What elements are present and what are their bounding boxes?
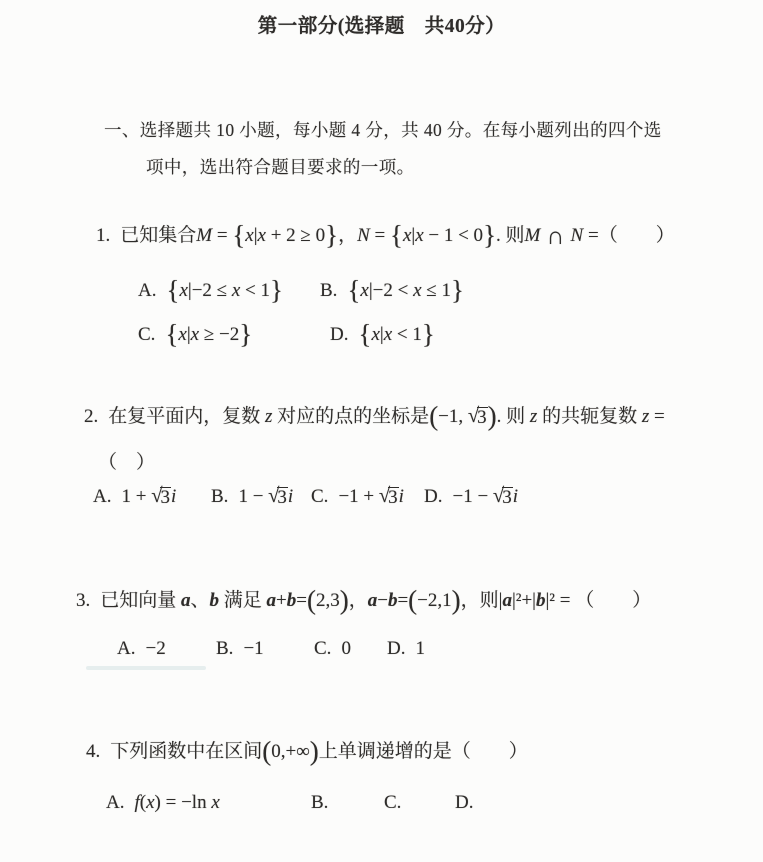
text-segment: | xyxy=(186,324,191,345)
text-segment: C. xyxy=(311,486,329,507)
text-segment: x xyxy=(190,324,200,345)
text-segment: b xyxy=(387,590,398,611)
text-segment: } xyxy=(325,219,339,250)
text-segment: ) = −ln xyxy=(154,792,212,813)
text-segment: = xyxy=(397,590,409,611)
text-segment: ) xyxy=(339,584,349,615)
text-segment: B. xyxy=(216,638,234,659)
text-segment: i xyxy=(287,486,294,507)
text-segment: | xyxy=(379,324,384,345)
text-segment: √ xyxy=(378,485,391,507)
text-segment: x xyxy=(245,225,254,246)
text-segment: − 1 < 0 xyxy=(423,225,484,246)
text-segment: x xyxy=(371,324,380,345)
text-segment: { xyxy=(166,274,180,305)
text-segment: 3. xyxy=(76,590,91,611)
text-segment: | xyxy=(253,225,258,246)
text-segment: ( xyxy=(139,792,147,813)
text-segment: | xyxy=(368,280,373,301)
text-segment: ( xyxy=(262,735,272,766)
question-1-option-c xyxy=(138,320,252,350)
text-segment: i xyxy=(398,486,404,507)
text-segment: . 则 xyxy=(496,225,525,246)
text-segment: | xyxy=(498,590,503,611)
text-segment: b xyxy=(535,590,546,611)
text-segment: 1 − xyxy=(238,486,269,507)
text-segment: C. xyxy=(138,324,156,345)
text-segment: x xyxy=(413,280,422,301)
question-4-option-d xyxy=(455,788,483,818)
text-segment: ) xyxy=(487,400,497,431)
text-segment: = xyxy=(369,225,390,246)
text-segment: } xyxy=(421,318,435,349)
text-segment: 已知集合 xyxy=(120,225,197,246)
text-segment: 3 xyxy=(477,407,487,428)
question-3-stem xyxy=(76,586,651,616)
text-segment: C. xyxy=(314,638,332,659)
text-segment: （ ） xyxy=(598,225,675,246)
text-segment: ∩ xyxy=(540,222,571,250)
text-segment: x xyxy=(179,280,188,301)
question-2-option-b xyxy=(211,481,293,512)
question-2-answer-blank: （ ） xyxy=(98,452,156,473)
text-segment: { xyxy=(347,274,361,305)
text-segment: − xyxy=(377,590,388,611)
question-1-option-b xyxy=(320,276,464,306)
text-segment: ≥ −2 xyxy=(199,324,240,345)
text-segment: ) xyxy=(451,584,461,615)
text-segment: N xyxy=(357,225,370,246)
text-segment: a xyxy=(502,590,512,611)
text-segment: D. xyxy=(387,638,406,659)
text-segment: < 1 xyxy=(392,324,422,345)
text-segment: 0,+∞ xyxy=(271,741,310,762)
text-segment: ( xyxy=(306,584,316,615)
text-segment: } xyxy=(483,219,497,250)
text-segment: x xyxy=(146,792,155,813)
text-segment: { xyxy=(165,318,179,349)
text-segment: 3 xyxy=(388,487,398,508)
text-segment: = xyxy=(649,406,665,427)
text-segment: M xyxy=(524,225,541,246)
text-segment: 满足 xyxy=(219,590,267,611)
question-4-option-c xyxy=(384,788,411,818)
text-segment: + 2 ≥ 0 xyxy=(265,225,326,246)
instructions-line-1: 一、选择题共 10 小题，每小题 4 分，共 40 分。在每小题列出的四个选 xyxy=(104,120,662,140)
text-segment: −2,1 xyxy=(417,590,452,611)
text-segment: √ xyxy=(467,405,480,427)
question-1-option-a xyxy=(138,276,283,306)
text-segment: a xyxy=(367,590,378,611)
question-2-option-d xyxy=(424,481,518,512)
text-segment: i xyxy=(512,486,518,507)
text-segment: 1 xyxy=(415,638,425,659)
text-segment: x xyxy=(178,324,187,345)
question-3-option-b xyxy=(216,634,264,664)
text-segment: D. xyxy=(424,486,443,507)
text-segment: f xyxy=(134,792,140,813)
text-segment: A. xyxy=(106,792,125,813)
text-segment: x xyxy=(360,280,369,301)
text-segment: { xyxy=(358,318,372,349)
text-segment: −2 ≤ xyxy=(191,280,232,301)
text-segment: = xyxy=(296,590,307,611)
text-segment: 上单调递增的是（ ） xyxy=(318,741,528,762)
text-segment: | xyxy=(187,280,192,301)
text-segment: 对应的点的坐标是 xyxy=(272,406,430,427)
text-segment: −1 + xyxy=(338,486,379,507)
text-segment: 0 xyxy=(341,638,351,659)
text-segment: B. xyxy=(320,280,338,301)
text-segment: 在复平面内，复数 xyxy=(108,406,266,427)
text-segment: √ xyxy=(268,485,280,507)
text-segment: 3 xyxy=(160,487,170,508)
text-segment: x xyxy=(383,324,393,345)
text-segment: |² = xyxy=(545,590,576,611)
text-segment: 3 xyxy=(277,487,287,508)
question-3-option-c xyxy=(314,634,351,664)
text-segment: ( xyxy=(408,584,418,615)
text-segment: A. xyxy=(138,280,157,301)
text-segment: （ ） xyxy=(575,590,652,611)
text-segment: −1, xyxy=(438,406,468,427)
text-segment: C. xyxy=(384,792,402,813)
text-segment: x xyxy=(402,225,412,246)
text-segment: 2. xyxy=(84,406,99,427)
text-segment: 的共轭复数 xyxy=(537,406,642,427)
text-segment: { xyxy=(389,219,403,250)
text-segment: −1 − xyxy=(452,486,493,507)
text-segment: 、 xyxy=(190,590,210,611)
text-segment: −2 < xyxy=(372,280,414,301)
text-segment: z xyxy=(529,406,538,427)
text-segment: } xyxy=(239,318,253,349)
text-segment: + xyxy=(276,590,287,611)
question-1-stem xyxy=(96,221,675,251)
text-segment: z xyxy=(641,406,650,427)
question-4-option-b xyxy=(311,788,338,818)
text-segment: x xyxy=(231,280,241,301)
text-segment: D. xyxy=(455,792,474,813)
text-segment: ， xyxy=(460,590,480,611)
text-segment: 1 + xyxy=(121,486,152,507)
text-segment: | xyxy=(411,225,416,246)
text-segment: N xyxy=(570,225,584,246)
text-segment: A. xyxy=(117,638,136,659)
scan-artifact xyxy=(86,666,206,670)
text-segment: D. xyxy=(330,324,349,345)
text-segment: b xyxy=(209,590,220,611)
text-segment: a xyxy=(266,590,277,611)
instructions-line-2: 项中，选出符合题目要求的一项。 xyxy=(146,157,415,177)
text-segment: −2 xyxy=(145,638,166,659)
text-segment: a xyxy=(181,590,191,611)
text-segment: z xyxy=(265,406,273,427)
text-segment: i xyxy=(170,486,177,507)
text-segment: = xyxy=(212,225,233,246)
question-2-option-c xyxy=(311,481,404,512)
text-segment: √ xyxy=(492,485,505,507)
question-4-stem xyxy=(86,737,528,767)
text-segment: 3 xyxy=(502,487,512,508)
text-segment: } xyxy=(450,274,464,305)
text-segment: 下列函数中在区间 xyxy=(110,741,263,762)
text-segment: } xyxy=(270,274,283,305)
text-segment: ) xyxy=(309,735,319,766)
text-segment: ， xyxy=(338,225,358,246)
question-1-option-d xyxy=(330,320,435,350)
question-2-option-a xyxy=(93,481,176,512)
text-segment: M xyxy=(196,225,213,246)
text-segment: ， xyxy=(348,590,368,611)
question-2-stem xyxy=(84,401,665,432)
text-segment: x xyxy=(415,225,424,246)
text-segment: B. xyxy=(211,486,229,507)
text-segment: 4. xyxy=(86,741,101,762)
text-segment: −1 xyxy=(243,638,264,659)
text-segment: b xyxy=(286,590,297,611)
text-segment: ( xyxy=(429,400,439,431)
page-title: 第一部分(选择题 共40分） xyxy=(257,16,506,37)
text-segment: ≤ 1 xyxy=(421,280,451,301)
question-3-option-a xyxy=(117,634,166,664)
text-segment: |²+| xyxy=(511,590,536,611)
text-segment: x xyxy=(211,792,220,813)
text-segment: 1. xyxy=(96,225,111,246)
text-segment: B. xyxy=(311,792,329,813)
text-segment: √ xyxy=(151,485,163,507)
text-segment: { xyxy=(232,219,246,250)
text-segment: < 1 xyxy=(240,280,270,301)
question-3-option-d xyxy=(387,634,425,664)
text-segment: 则 xyxy=(479,590,499,611)
text-segment: . 则 xyxy=(496,406,530,427)
question-4-option-a xyxy=(106,788,220,818)
text-segment: 已知向量 xyxy=(100,590,182,611)
text-segment: x xyxy=(257,225,266,246)
text-segment: 2,3 xyxy=(315,590,340,611)
text-segment: = xyxy=(583,225,599,246)
text-segment: A. xyxy=(93,486,112,507)
